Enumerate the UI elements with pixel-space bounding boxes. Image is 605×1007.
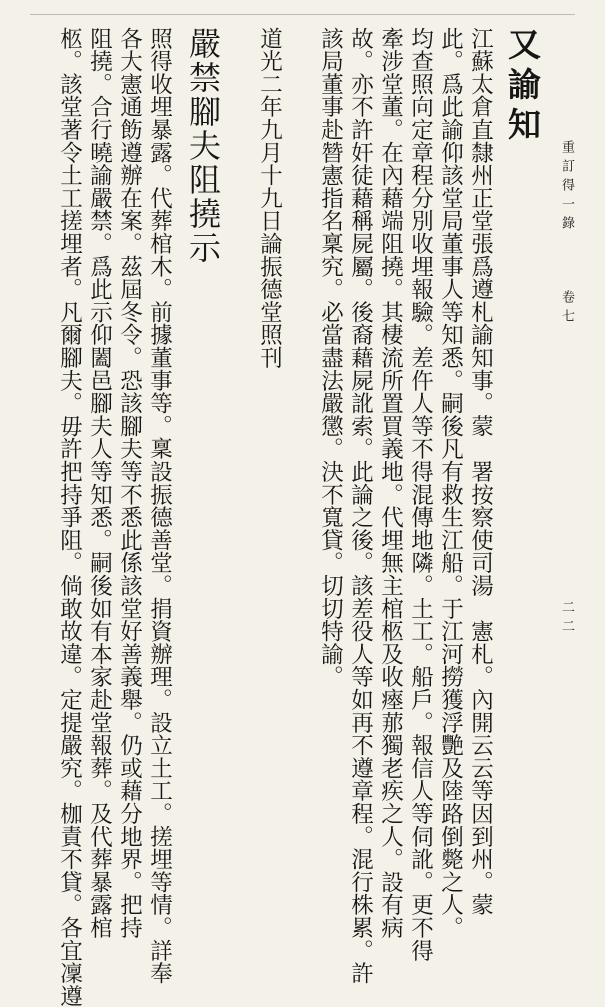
text-column: 均查照向定章程分別收埋報驗。差仵人等不得混傳地隣。土工。船戶。報信人等伺訛。更不得 [407, 27, 434, 962]
date-line: 道光二年九月十九日論振德堂照刊 [256, 27, 283, 369]
book-title: 重訂得一錄 [559, 140, 574, 235]
text-column: 各大憲通飭遵辦在案。茲屆冬令。恐該腳夫等不悉此係該堂好善義舉。仍或藉分地界。把持 [116, 27, 143, 939]
text-column: 故。亦不許奸徒藉稱屍屬。後裔藉屍訛索。此論之後。該差役人等如再不遵章程。混行株累。許 [347, 27, 374, 985]
section-title: 又諭知 [503, 27, 542, 147]
top-rule [30, 14, 575, 15]
page-number: 二二 [559, 600, 574, 638]
text-column: 該局董事赴㬱憲指名稟究。必當盡法嚴懲。決不寬貸。切切特諭。 [317, 27, 344, 689]
chapter-label: 卷七 [559, 290, 574, 328]
text-column: 江蘇太倉直隸州正堂張爲遵札諭知事。蒙 署按察使司湯 憲札。內開云云等因到州。蒙 [467, 27, 494, 917]
text-column: 柩。該堂著令土工搓埋者。凡爾腳夫。毋許把持爭阻。倘敢故違。定提嚴究。枷責不貸。各宜凜遵 [56, 27, 83, 1007]
text-column: 此。爲此諭仰該堂局董事人等知悉。嗣後凡有救生江船。于江河撈獲浮艷及陸路倒斃之人。 [437, 27, 464, 939]
text-column: 阻撓。合行曉諭嚴禁。爲此示仰闔邑腳夫人等知悉。嗣後如有本家赴堂報葬。及代葬暴露棺 [86, 27, 113, 939]
text-column: 照得收埋暴露。代葬棺木。前據董事等。稟設振德善堂。捐資辦理。設立土工。搓埋等情。詳奉 [146, 27, 173, 985]
text-column: 牽涉堂董。在內藉端阻撓。其棲流所置買義地。代埋無主棺柩及收瘞𦰡獨老疾之人。設有病 [377, 27, 404, 939]
section-title-2: 嚴禁腳夫阻撓示 [184, 27, 222, 265]
